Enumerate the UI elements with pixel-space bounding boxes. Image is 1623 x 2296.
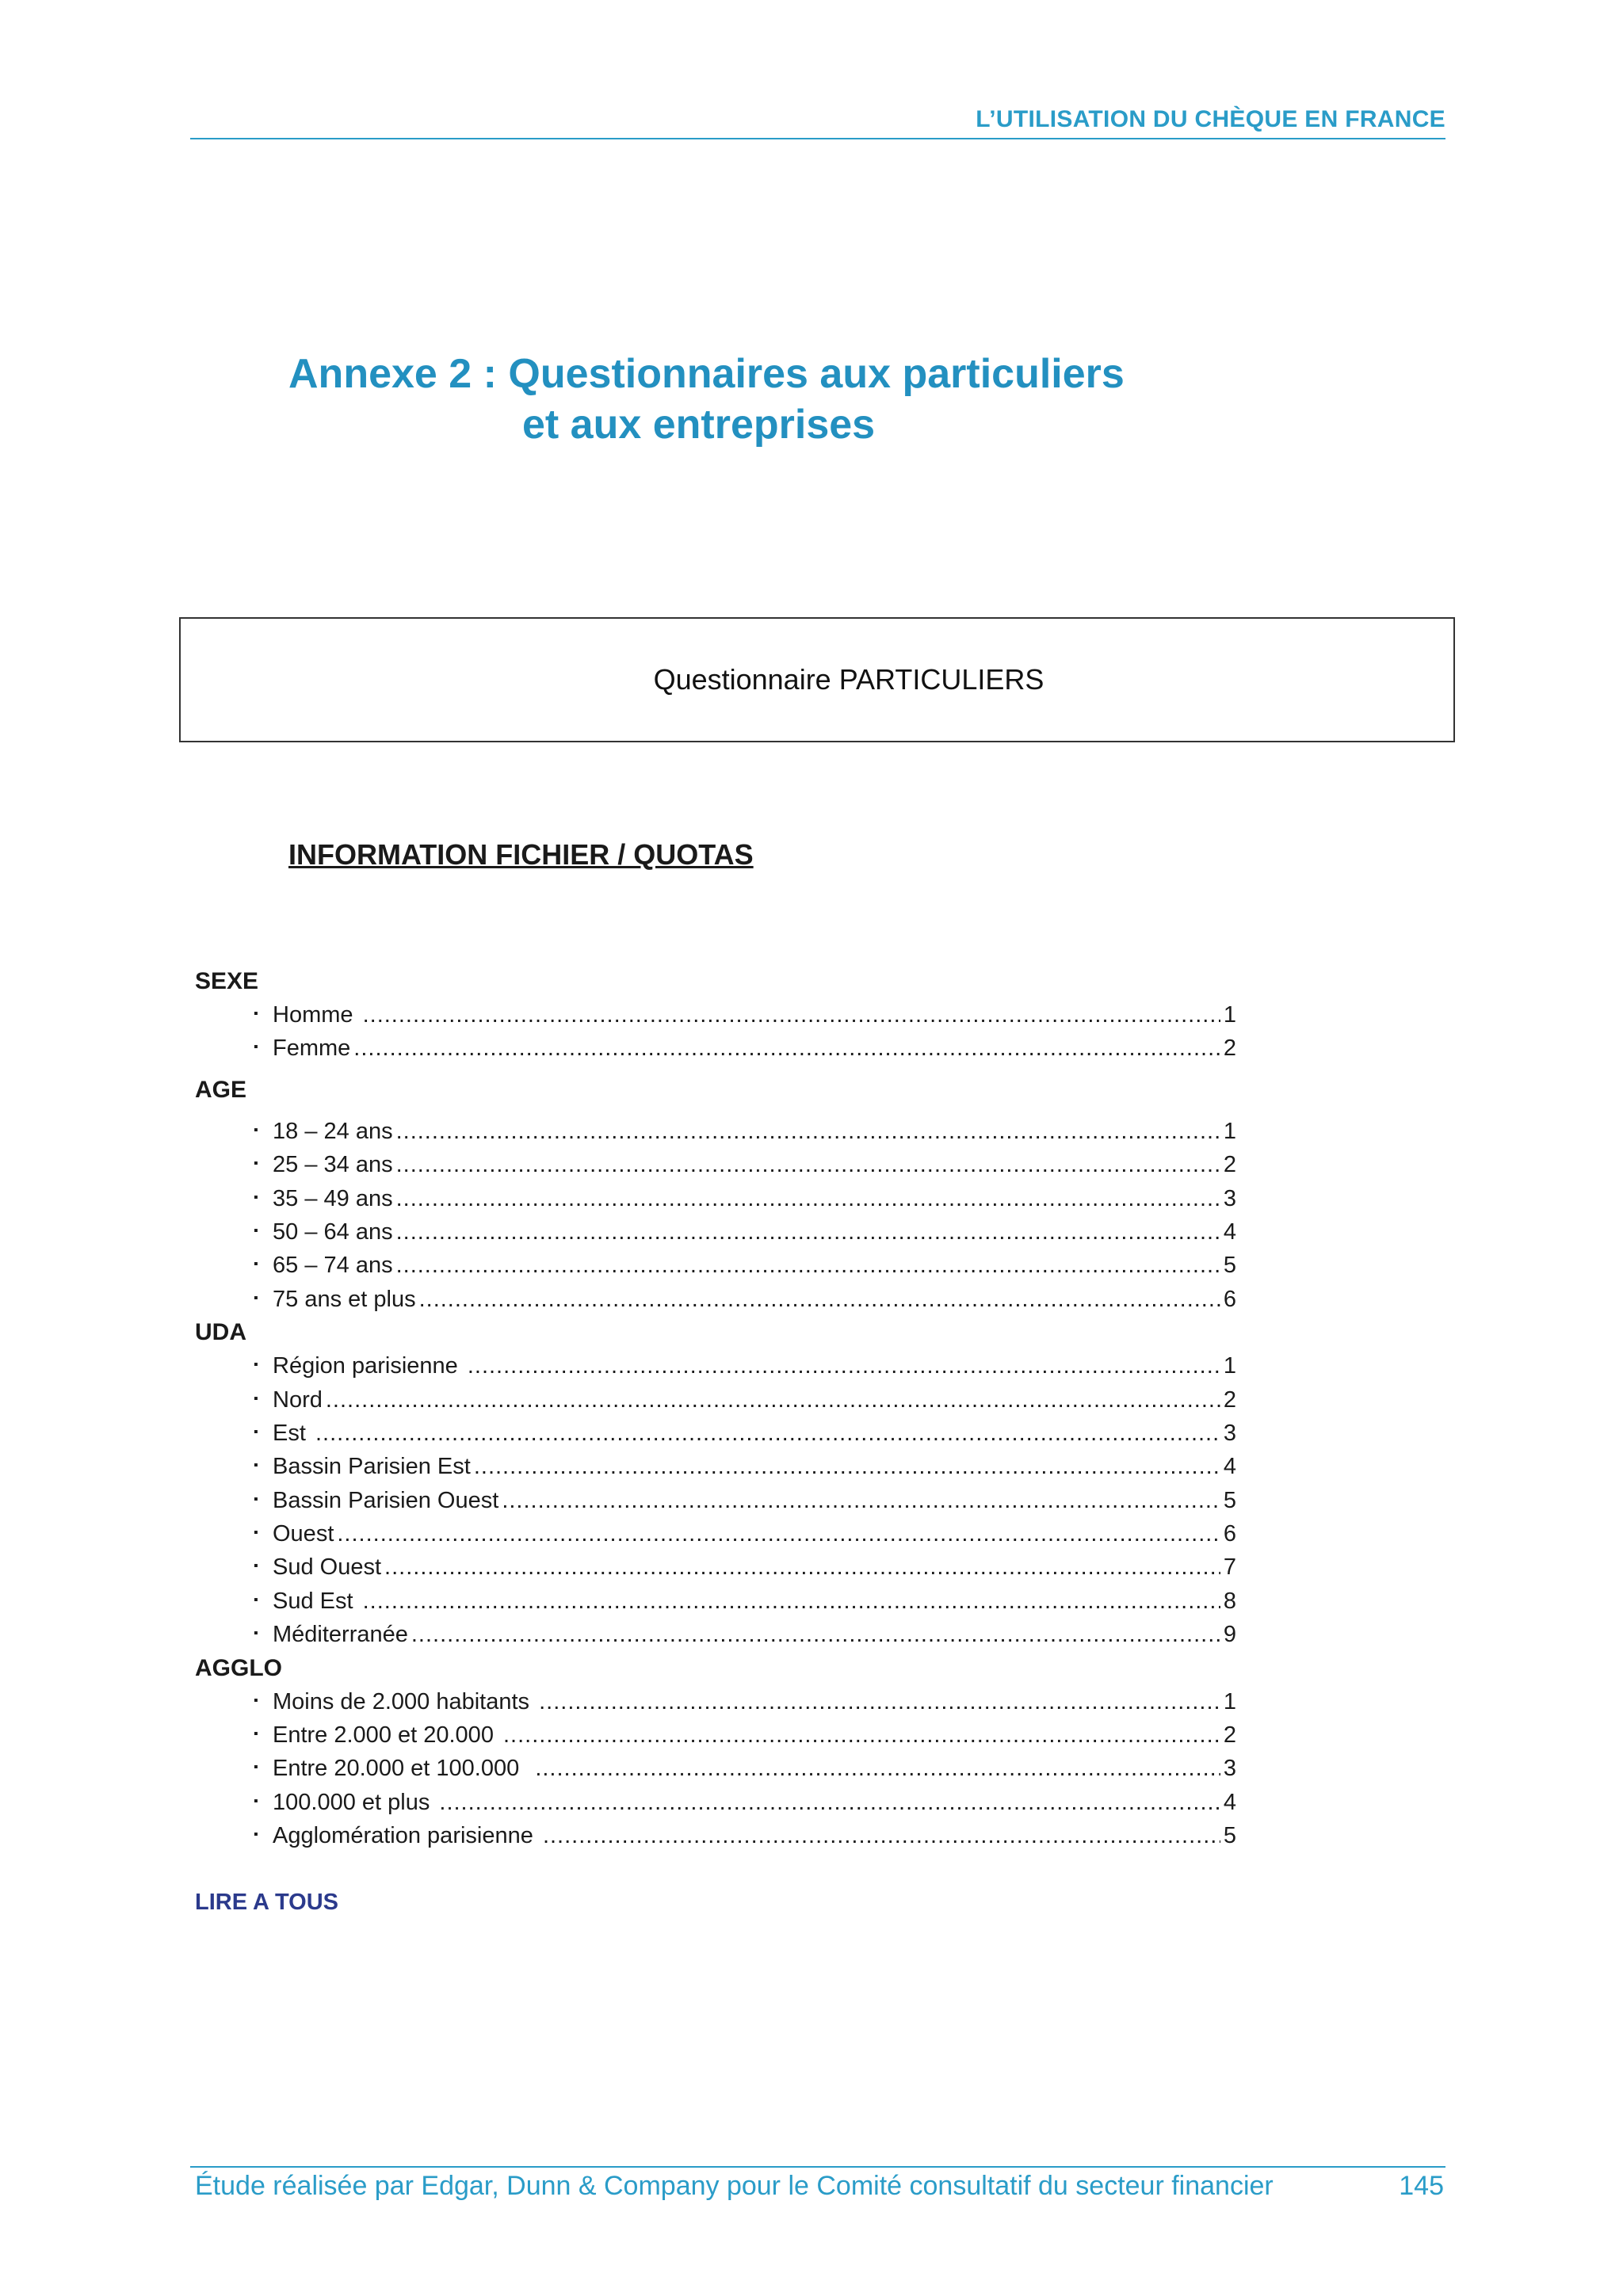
square-bullet-icon: ▪ bbox=[254, 1223, 258, 1238]
questionnaire-box bbox=[179, 617, 1455, 742]
square-bullet-icon: ▪ bbox=[254, 1257, 258, 1272]
page-number: 145 bbox=[1399, 2171, 1444, 2201]
square-bullet-icon: ▪ bbox=[254, 1040, 258, 1055]
dot-leader bbox=[326, 1383, 1220, 1417]
square-bullet-icon: ▪ bbox=[254, 1727, 258, 1741]
dot-leader bbox=[439, 1786, 1220, 1819]
dot-leader bbox=[363, 1585, 1220, 1618]
item-label: 75 ans et plus bbox=[273, 1286, 416, 1312]
dot-leader bbox=[396, 1249, 1220, 1282]
dot-leader bbox=[363, 998, 1220, 1032]
list-item bbox=[254, 998, 1236, 1032]
list-item bbox=[254, 1550, 1236, 1584]
dot-leader bbox=[503, 1718, 1220, 1752]
item-code: 2 bbox=[1223, 1722, 1236, 1749]
dot-leader bbox=[502, 1484, 1220, 1517]
annex-title bbox=[288, 349, 1125, 450]
item-label: Bassin Parisien Est bbox=[273, 1454, 471, 1480]
square-bullet-icon: ▪ bbox=[254, 1425, 258, 1439]
list-item bbox=[254, 1283, 1236, 1316]
list-item bbox=[254, 1383, 1236, 1417]
item-code: 6 bbox=[1223, 1286, 1236, 1312]
item-label: Ouest bbox=[273, 1521, 334, 1547]
list-item bbox=[254, 1786, 1236, 1819]
list-item bbox=[254, 1249, 1236, 1282]
square-bullet-icon: ▪ bbox=[254, 1291, 258, 1305]
square-bullet-icon: ▪ bbox=[254, 1123, 258, 1137]
item-label: Sud Ouest bbox=[273, 1554, 382, 1581]
quota-list bbox=[195, 965, 1241, 1853]
dot-leader bbox=[396, 1182, 1220, 1215]
item-label: 25 – 34 ans bbox=[273, 1152, 393, 1178]
questionnaire-box-label: Questionnaire PARTICULIERS bbox=[653, 663, 1044, 696]
dot-leader bbox=[337, 1517, 1220, 1550]
item-code: 1 bbox=[1223, 1353, 1236, 1379]
item-code: 2 bbox=[1223, 1386, 1236, 1413]
list-item bbox=[254, 1618, 1236, 1651]
footer-text: Étude réalisée par Edgar, Dunn & Company pour le Comité consultatif du secteur financier bbox=[195, 2171, 1274, 2201]
item-label: Sud Est bbox=[273, 1588, 360, 1614]
list-item bbox=[254, 1182, 1236, 1215]
item-label: Nord bbox=[273, 1386, 323, 1413]
list-item bbox=[254, 1115, 1236, 1148]
header-rule bbox=[190, 138, 1445, 139]
list-item bbox=[254, 1450, 1236, 1483]
dot-leader bbox=[411, 1618, 1220, 1651]
item-code: 2 bbox=[1223, 1035, 1236, 1062]
item-label: 35 – 49 ans bbox=[273, 1185, 393, 1211]
square-bullet-icon: ▪ bbox=[254, 1794, 258, 1808]
item-code: 8 bbox=[1223, 1588, 1236, 1614]
list-item bbox=[254, 1718, 1236, 1752]
dot-leader bbox=[543, 1819, 1220, 1852]
square-bullet-icon: ▪ bbox=[254, 1190, 258, 1204]
item-code: 4 bbox=[1223, 1789, 1236, 1815]
item-code: 2 bbox=[1223, 1152, 1236, 1178]
footer-rule bbox=[190, 2166, 1445, 2168]
item-code: 4 bbox=[1223, 1454, 1236, 1480]
square-bullet-icon: ▪ bbox=[254, 1007, 258, 1020]
dot-leader bbox=[468, 1349, 1220, 1383]
dot-leader bbox=[474, 1450, 1220, 1483]
list-item bbox=[254, 1752, 1236, 1785]
running-header: L’UTILISATION DU CHÈQUE EN FRANCE bbox=[976, 106, 1445, 132]
item-code: 6 bbox=[1223, 1521, 1236, 1547]
square-bullet-icon: ▪ bbox=[254, 1157, 258, 1171]
item-label: 18 – 24 ans bbox=[273, 1118, 393, 1144]
item-code: 3 bbox=[1223, 1756, 1236, 1782]
dot-leader bbox=[396, 1115, 1220, 1148]
item-code: 1 bbox=[1223, 1002, 1236, 1028]
item-label: Homme bbox=[273, 1002, 360, 1028]
dot-leader bbox=[384, 1550, 1220, 1584]
item-code: 9 bbox=[1223, 1622, 1236, 1648]
item-label: Est bbox=[273, 1420, 312, 1446]
dot-leader bbox=[315, 1417, 1220, 1450]
item-code: 3 bbox=[1223, 1420, 1236, 1446]
list-item bbox=[254, 1517, 1236, 1550]
group-title: AGE bbox=[195, 1076, 247, 1103]
annex-title-line-2: et aux entreprises bbox=[522, 402, 876, 448]
dot-leader bbox=[535, 1752, 1220, 1785]
item-code: 3 bbox=[1223, 1185, 1236, 1211]
list-item bbox=[254, 1585, 1236, 1618]
square-bullet-icon: ▪ bbox=[254, 1492, 258, 1506]
list-item bbox=[254, 1148, 1236, 1181]
list-item bbox=[254, 1484, 1236, 1517]
square-bullet-icon: ▪ bbox=[254, 1592, 258, 1607]
item-code: 5 bbox=[1223, 1487, 1236, 1513]
item-label: 100.000 et plus bbox=[273, 1789, 437, 1815]
item-label: Agglomération parisienne bbox=[273, 1823, 540, 1849]
item-code: 5 bbox=[1223, 1253, 1236, 1279]
item-label: Entre 20.000 et 100.000 bbox=[273, 1756, 533, 1782]
section-heading: INFORMATION FICHIER / QUOTAS bbox=[288, 838, 754, 871]
dot-leader bbox=[539, 1685, 1220, 1718]
list-item bbox=[254, 1417, 1236, 1450]
item-code: 5 bbox=[1223, 1823, 1236, 1849]
item-label: Bassin Parisien Ouest bbox=[273, 1487, 499, 1513]
square-bullet-icon: ▪ bbox=[254, 1459, 258, 1473]
item-label: Méditerranée bbox=[273, 1622, 408, 1648]
group-title: UDA bbox=[195, 1319, 246, 1346]
annex-title-line-1: Annexe 2 : Questionnaires aux particuliers bbox=[288, 351, 1125, 397]
dot-leader bbox=[396, 1148, 1220, 1181]
item-label: Femme bbox=[273, 1035, 351, 1062]
item-code: 1 bbox=[1223, 1118, 1236, 1144]
square-bullet-icon: ▪ bbox=[254, 1693, 258, 1707]
square-bullet-icon: ▪ bbox=[254, 1760, 258, 1775]
square-bullet-icon: ▪ bbox=[254, 1627, 258, 1641]
item-label: Entre 2.000 et 20.000 bbox=[273, 1722, 500, 1749]
square-bullet-icon: ▪ bbox=[254, 1358, 258, 1372]
square-bullet-icon: ▪ bbox=[254, 1828, 258, 1842]
square-bullet-icon: ▪ bbox=[254, 1559, 258, 1573]
read-all-instruction: LIRE A TOUS bbox=[195, 1890, 338, 1915]
item-label: Région parisienne bbox=[273, 1353, 464, 1379]
list-item bbox=[254, 1215, 1236, 1249]
list-item bbox=[254, 1032, 1236, 1065]
list-item bbox=[254, 1685, 1236, 1718]
group-title: AGGLO bbox=[195, 1654, 282, 1681]
list-item bbox=[254, 1819, 1236, 1852]
group-title: SEXE bbox=[195, 968, 259, 994]
list-item bbox=[254, 1349, 1236, 1383]
item-code: 4 bbox=[1223, 1219, 1236, 1245]
item-code: 7 bbox=[1223, 1554, 1236, 1581]
dot-leader bbox=[419, 1283, 1220, 1316]
item-label: 50 – 64 ans bbox=[273, 1219, 393, 1245]
item-label: Moins de 2.000 habitants bbox=[273, 1688, 537, 1714]
item-code: 1 bbox=[1223, 1688, 1236, 1714]
square-bullet-icon: ▪ bbox=[254, 1391, 258, 1405]
dot-leader bbox=[353, 1032, 1220, 1065]
dot-leader bbox=[396, 1215, 1220, 1249]
square-bullet-icon: ▪ bbox=[254, 1526, 258, 1540]
item-label: 65 – 74 ans bbox=[273, 1253, 393, 1279]
